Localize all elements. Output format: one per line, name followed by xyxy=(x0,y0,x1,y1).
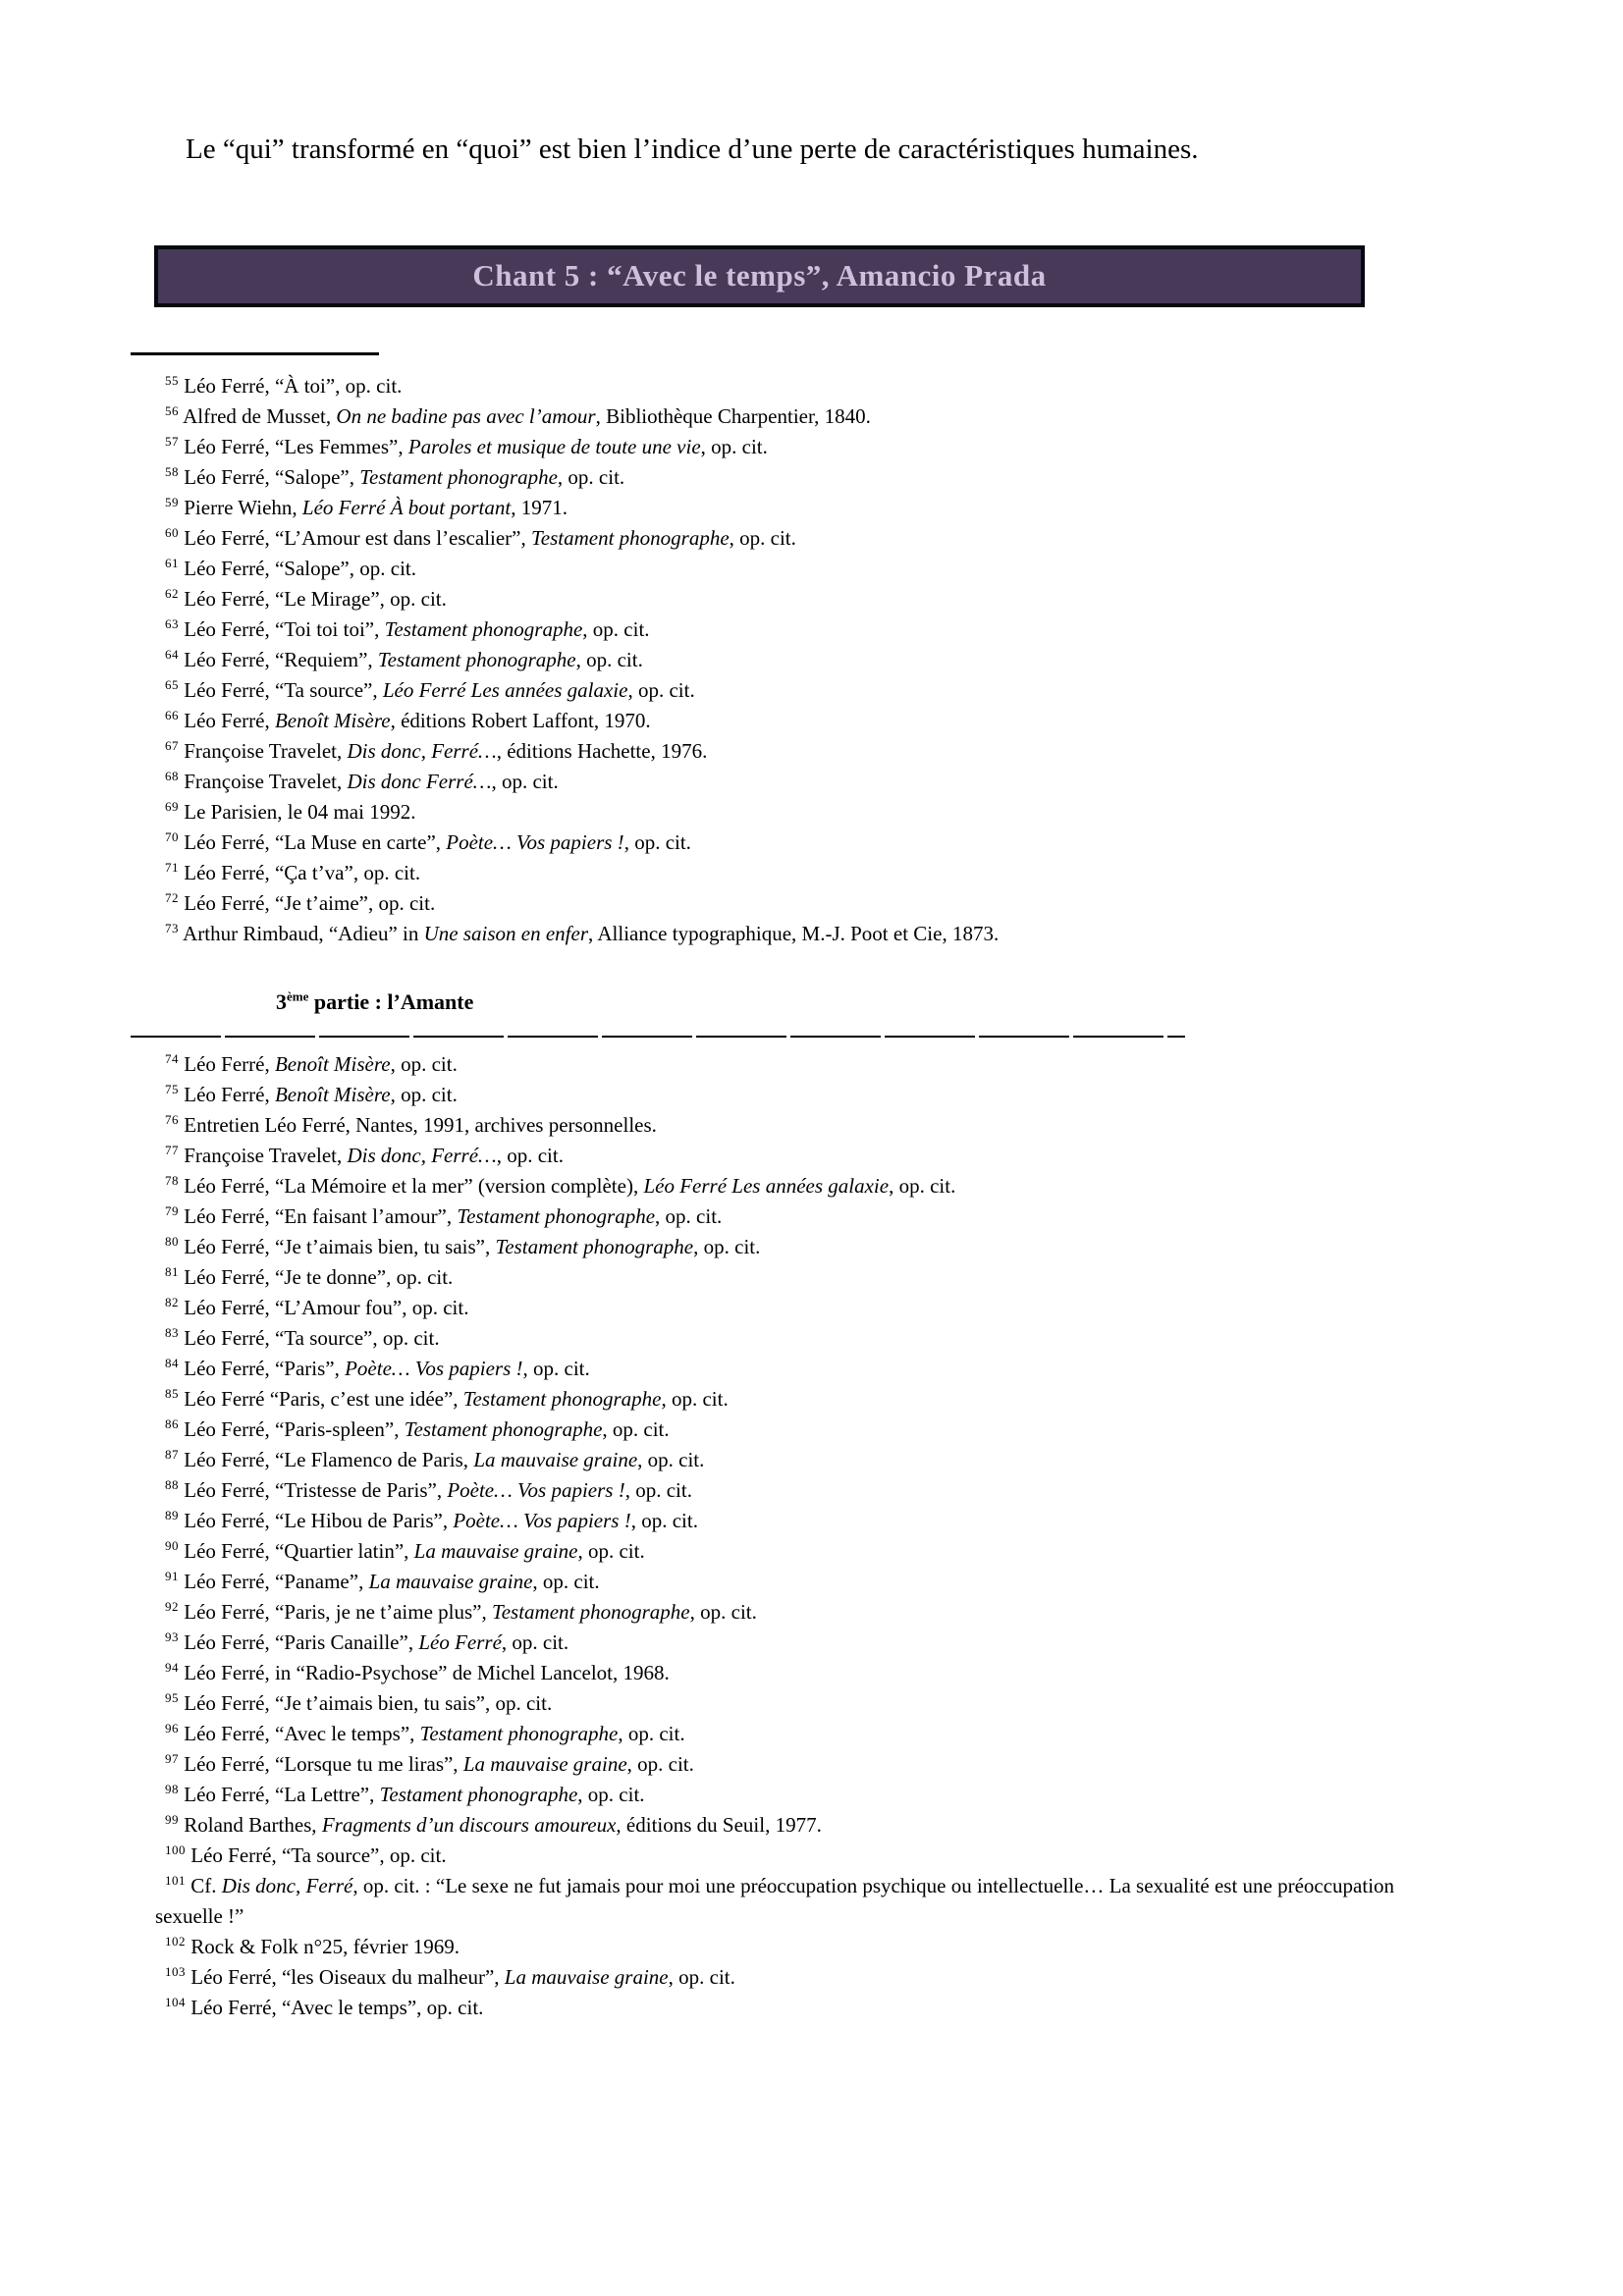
footnote-text: Léo Ferré, “les Oiseaux du malheur”, xyxy=(190,1965,505,1989)
footnote-text: Alfred de Musset, xyxy=(183,404,337,428)
footnote-text: , op. cit. xyxy=(501,1630,569,1654)
footnote-number: 60 xyxy=(165,525,179,540)
footnote-text: Léo Ferré, “L’Amour est dans l’escalier”, xyxy=(184,526,531,550)
footnote-work-title: Dis donc, Ferré xyxy=(221,1874,353,1897)
footnote-text: , Bibliothèque Charpentier, 1840. xyxy=(595,404,871,428)
footnote-text: , op. cit. xyxy=(627,678,695,702)
footnote-item xyxy=(155,1719,1446,1749)
footnote-text: Entretien Léo Ferré, Nantes, 1991, archives personnelles. xyxy=(184,1113,657,1137)
footnote-text: Léo Ferré, “Le Hibou de Paris”, xyxy=(184,1509,454,1532)
footnote-item xyxy=(155,1628,1446,1658)
footnote-text: Léo Ferré, “La Mémoire et la mer” (version complète), xyxy=(184,1174,644,1198)
footnote-number: 59 xyxy=(165,495,179,509)
footnote-item xyxy=(155,797,1446,828)
footnote-text: Françoise Travelet, xyxy=(184,770,348,793)
footnote-number: 98 xyxy=(165,1782,179,1796)
footnote-text: Roland Barthes, xyxy=(184,1813,322,1837)
footnote-number: 65 xyxy=(165,677,179,692)
section-heading-number: 3 xyxy=(276,989,287,1014)
footnote-work-title: Benoît Misère xyxy=(274,1052,391,1076)
footnote-item xyxy=(155,1415,1446,1445)
footnote-number: 101 xyxy=(165,1873,186,1888)
footnote-item xyxy=(155,371,1446,401)
footnote-item xyxy=(155,675,1446,706)
footnote-work-title: Testament phonographe xyxy=(491,1600,690,1624)
footnotes-list-1 xyxy=(0,371,1623,949)
footnote-work-title: Dis donc, Ferré… xyxy=(347,1144,497,1167)
footnote-number: 72 xyxy=(165,890,179,905)
footnote-item xyxy=(155,888,1446,919)
footnote-work-title: Léo Ferré Les années galaxie xyxy=(382,678,628,702)
footnote-item xyxy=(155,554,1446,584)
footnote-text: , op. cit. xyxy=(661,1387,729,1411)
footnote-text: Léo Ferré, “Quartier latin”, xyxy=(184,1539,414,1563)
footnote-text: , op. cit. xyxy=(532,1570,600,1593)
footnote-work-title: Poète… Vos papiers ! xyxy=(453,1509,631,1532)
footnote-item xyxy=(155,1232,1446,1262)
footnote-item xyxy=(155,1201,1446,1232)
footnote-text: , op. cit. xyxy=(522,1357,590,1380)
footnote-text: , op. cit. xyxy=(700,435,768,458)
footnote-text: Léo Ferré “Paris, c’est une idée”, xyxy=(184,1387,463,1411)
footnote-work-title: Poète… Vos papiers ! xyxy=(446,830,624,854)
footnote-work-title: Testament phonographe xyxy=(384,617,583,641)
footnote-item xyxy=(155,1323,1446,1354)
footnote-number: 91 xyxy=(165,1569,179,1583)
section-heading-text: partie : l’Amante xyxy=(308,989,474,1014)
footnote-work-title: Paroles et musique de toute une vie xyxy=(407,435,701,458)
footnote-text: Léo Ferré, “Salope”, op. cit. xyxy=(184,557,416,580)
footnote-work-title: Léo Ferré xyxy=(418,1630,502,1654)
footnote-number: 81 xyxy=(165,1264,179,1279)
footnote-work-title: Fragments d’un discours amoureux xyxy=(321,1813,617,1837)
footnote-work-title: Léo Ferré À bout portant xyxy=(301,496,512,519)
footnote-work-title: La mauvaise graine xyxy=(368,1570,533,1593)
footnote-text: Léo Ferré, “Paris, je ne t’aime plus”, xyxy=(184,1600,492,1624)
footnote-number: 66 xyxy=(165,708,179,722)
footnote-text: Léo Ferré, “En faisant l’amour”, xyxy=(184,1204,458,1228)
footnote-item xyxy=(155,1354,1446,1384)
footnote-text: Rock & Folk n°25, février 1969. xyxy=(190,1935,460,1958)
footnote-text: , 1971. xyxy=(511,496,568,519)
footnote-item xyxy=(155,736,1446,767)
footnote-item xyxy=(155,1110,1446,1141)
footnote-text: , op. cit. xyxy=(496,1144,564,1167)
footnote-text: , op. cit. xyxy=(626,1752,694,1776)
footnote-number: 64 xyxy=(165,647,179,662)
footnote-work-title: Testament phonographe xyxy=(495,1235,694,1258)
footnote-item xyxy=(155,1171,1446,1201)
footnote-item xyxy=(155,645,1446,675)
footnote-text: Léo Ferré, xyxy=(184,1052,275,1076)
footnote-number: 90 xyxy=(165,1538,179,1553)
footnote-number: 70 xyxy=(165,829,179,844)
footnote-item xyxy=(155,493,1446,523)
footnote-text: Léo Ferré, “Ta source”, op. cit. xyxy=(190,1843,447,1867)
footnote-text: Léo Ferré, “Avec le temps”, xyxy=(184,1722,420,1745)
footnote-work-title: La mauvaise graine xyxy=(473,1448,638,1471)
footnote-text: Léo Ferré, “La Muse en carte”, xyxy=(184,830,447,854)
footnote-item xyxy=(155,1749,1446,1780)
footnote-text: , op. cit. xyxy=(582,617,650,641)
footnote-number: 77 xyxy=(165,1143,179,1157)
footnote-item xyxy=(155,858,1446,888)
footnote-number: 67 xyxy=(165,738,179,753)
footnote-work-title: Testament phonographe xyxy=(379,1783,578,1806)
footnote-text: , op. cit. xyxy=(693,1235,761,1258)
footnote-text: Léo Ferré, “La Lettre”, xyxy=(184,1783,380,1806)
footnote-text: Léo Ferré, “Paris Canaille”, xyxy=(184,1630,419,1654)
footnote-item xyxy=(155,1475,1446,1506)
footnote-item xyxy=(155,1049,1446,1080)
footnote-text: Arthur Rimbaud, “Adieu” in xyxy=(183,922,424,945)
footnote-number: 61 xyxy=(165,556,179,570)
footnote-text: , Alliance typographique, M.-J. Poot et Cie, 1873. xyxy=(588,922,1000,945)
footnote-text: Léo Ferré, “Le Mirage”, op. cit. xyxy=(184,587,447,611)
footnote-number: 76 xyxy=(165,1112,179,1127)
footnote-item xyxy=(155,706,1446,736)
footnote-work-title: La mauvaise graine xyxy=(462,1752,627,1776)
footnote-number: 57 xyxy=(165,434,179,449)
footnote-text: Léo Ferré, “Paname”, xyxy=(184,1570,369,1593)
footnote-text: , op. cit. xyxy=(575,648,643,671)
footnote-item xyxy=(155,767,1446,797)
footnote-item xyxy=(155,1262,1446,1293)
footnote-text: , éditions Robert Laffont, 1970. xyxy=(390,709,651,732)
footnote-item xyxy=(155,1536,1446,1567)
footnote-work-title: La mauvaise graine xyxy=(504,1965,669,1989)
footnote-text: Françoise Travelet, xyxy=(184,739,348,763)
section-heading-superscript: ème xyxy=(287,988,309,1004)
footnote-number: 86 xyxy=(165,1416,179,1431)
footnote-work-title: Dis donc, Ferré… xyxy=(347,739,497,763)
footnote-number: 58 xyxy=(165,464,179,479)
footnote-text: Léo Ferré, “Tristesse de Paris”, xyxy=(184,1478,448,1502)
footnote-work-title: Poète… Vos papiers ! xyxy=(345,1357,523,1380)
footnote-item xyxy=(155,1780,1446,1810)
footnote-item xyxy=(155,1384,1446,1415)
footnote-work-title: On ne badine pas avec l’amour xyxy=(336,404,596,428)
footnote-text: Léo Ferré, “Les Femmes”, xyxy=(184,435,408,458)
footnote-number: 83 xyxy=(165,1325,179,1340)
footnote-number: 75 xyxy=(165,1082,179,1096)
footnote-item xyxy=(155,523,1446,554)
footnote-number: 74 xyxy=(165,1051,179,1066)
footnote-text: Léo Ferré, “Salope”, xyxy=(184,465,360,489)
footnote-item xyxy=(155,1293,1446,1323)
footnote-text: , éditions Hachette, 1976. xyxy=(496,739,708,763)
footnote-number: 62 xyxy=(165,586,179,601)
footnote-work-title: Dis donc Ferré… xyxy=(347,770,492,793)
footnote-text: Léo Ferré, “Avec le temps”, op. cit. xyxy=(190,1996,484,2019)
footnote-number: 68 xyxy=(165,769,179,783)
footnote-text: , op. cit. xyxy=(668,1965,735,1989)
footnote-item xyxy=(155,828,1446,858)
footnote-number: 104 xyxy=(165,1995,186,2009)
footnote-text: , éditions du Seuil, 1977. xyxy=(616,1813,822,1837)
footnote-text: Léo Ferré, “Je t’aimais bien, tu sais”, xyxy=(184,1235,496,1258)
footnote-number: 84 xyxy=(165,1356,179,1370)
footnote-item xyxy=(155,584,1446,614)
footnote-item xyxy=(155,614,1446,645)
footnote-number: 93 xyxy=(165,1629,179,1644)
footnote-item xyxy=(155,1993,1446,2023)
footnote-text: Léo Ferré, in “Radio-Psychose” de Michel Lancelot, 1968. xyxy=(184,1661,670,1684)
footnote-work-title: Testament phonographe xyxy=(404,1417,603,1441)
footnote-text: Léo Ferré, xyxy=(184,1083,275,1106)
footnote-text: Léo Ferré, “Je t’aimais bien, tu sais”, op. cit. xyxy=(184,1691,553,1715)
footnote-work-title: Testament phonographe xyxy=(457,1204,656,1228)
footnote-text: , op. cit. xyxy=(577,1539,645,1563)
footnote-text: , op. cit. xyxy=(557,465,625,489)
footnote-number: 63 xyxy=(165,616,179,631)
footnote-number: 87 xyxy=(165,1447,179,1462)
chapter-banner xyxy=(154,245,1365,307)
footnote-work-title: Poète… Vos papiers ! xyxy=(447,1478,625,1502)
footnote-text: Léo Ferré, “Ça t’va”, op. cit. xyxy=(184,861,421,884)
footnote-item xyxy=(155,1841,1446,1871)
section-heading xyxy=(276,988,1623,1016)
footnote-item xyxy=(155,919,1446,949)
footnote-text: , op. cit. xyxy=(630,1509,698,1532)
footnote-item xyxy=(155,1080,1446,1110)
footnote-text: Léo Ferré, “Je te donne”, op. cit. xyxy=(184,1265,454,1289)
footnote-continuation-separator-line xyxy=(131,1036,1185,1038)
footnote-item xyxy=(155,401,1446,432)
footnote-text: Léo Ferré, “Paris-spleen”, xyxy=(184,1417,405,1441)
footnote-number: 100 xyxy=(165,1842,186,1857)
footnote-text: , op. cit. xyxy=(623,830,691,854)
footnote-text: Léo Ferré, “L’Amour fou”, op. cit. xyxy=(184,1296,469,1319)
footnote-work-title: Benoît Misère xyxy=(274,1083,391,1106)
footnote-text: , op. cit. : “Le sexe ne fut jamais pour moi une préoccupation psychique ou intellectuelle… La sexualité est une préoccupation sexuelle !” xyxy=(155,1874,1395,1928)
footnote-number: 71 xyxy=(165,860,179,875)
footnote-text: Cf. xyxy=(190,1874,222,1897)
footnote-text: Léo Ferré, “À toi”, op. cit. xyxy=(184,374,403,398)
footnote-item xyxy=(155,1871,1446,1932)
footnote-text: Le Parisien, le 04 mai 1992. xyxy=(184,800,416,824)
footnote-text: Léo Ferré, “Le Flamenco de Paris, xyxy=(184,1448,474,1471)
footnote-work-title: Testament phonographe xyxy=(377,648,576,671)
footnote-item xyxy=(155,1810,1446,1841)
footnote-text: Léo Ferré, “Toi toi toi”, xyxy=(184,617,385,641)
footnote-number: 92 xyxy=(165,1599,179,1614)
footnote-text: Léo Ferré, “Lorsque tu me liras”, xyxy=(184,1752,463,1776)
footnote-number: 82 xyxy=(165,1295,179,1309)
footnote-number: 56 xyxy=(165,403,179,418)
footnote-text: Léo Ferré, “Paris”, xyxy=(184,1357,346,1380)
chapter-banner-title: Chant 5 : “Avec le temps”, Amancio Prada xyxy=(472,258,1047,293)
footnote-number: 73 xyxy=(165,921,179,935)
footnote-text: Léo Ferré, “Je t’aime”, op. cit. xyxy=(184,891,436,915)
footnote-text: Léo Ferré, “Ta source”, op. cit. xyxy=(184,1326,440,1350)
footnote-work-title: Testament phonographe xyxy=(531,526,730,550)
footnote-number: 80 xyxy=(165,1234,179,1249)
footnote-number: 95 xyxy=(165,1690,179,1705)
footnote-text: Pierre Wiehn, xyxy=(184,496,302,519)
footnote-text: Léo Ferré, xyxy=(184,709,275,732)
footnote-work-title: Benoît Misère xyxy=(274,709,391,732)
footnote-text: , op. cit. xyxy=(637,1448,705,1471)
footnote-text: , op. cit. xyxy=(729,526,796,550)
footnote-text: Léo Ferré, “Ta source”, xyxy=(184,678,383,702)
footnote-work-title: Une saison en enfer xyxy=(423,922,589,945)
footnote-text: , op. cit. xyxy=(689,1600,757,1624)
footnote-work-title: La mauvaise graine xyxy=(413,1539,578,1563)
footnote-text: , op. cit. xyxy=(889,1174,956,1198)
footnote-text: , op. cit. xyxy=(655,1204,723,1228)
footnote-number: 96 xyxy=(165,1721,179,1735)
footnote-number: 97 xyxy=(165,1751,179,1766)
footnote-number: 89 xyxy=(165,1508,179,1522)
footnote-number: 55 xyxy=(165,373,179,388)
footnote-number: 69 xyxy=(165,799,179,814)
footnote-item xyxy=(155,1141,1446,1171)
footnote-number: 102 xyxy=(165,1934,186,1949)
footnote-number: 88 xyxy=(165,1477,179,1492)
footnote-work-title: Testament phonographe xyxy=(462,1387,662,1411)
footnote-text: Françoise Travelet, xyxy=(184,1144,348,1167)
footnote-number: 78 xyxy=(165,1173,179,1188)
footnote-text: , op. cit. xyxy=(390,1052,458,1076)
footnote-number: 99 xyxy=(165,1812,179,1827)
footnote-text: , op. cit. xyxy=(577,1783,645,1806)
footnote-number: 85 xyxy=(165,1386,179,1401)
footnote-number: 103 xyxy=(165,1964,186,1979)
footnote-text: Léo Ferré, “Requiem”, xyxy=(184,648,378,671)
intro-paragraph: Le “qui” transformé en “quoi” est bien l’indice d’une perte de caractéristiques humaines. xyxy=(186,133,1199,165)
footnote-work-title: Testament phonographe xyxy=(419,1722,619,1745)
footnote-item xyxy=(155,462,1446,493)
footnote-item xyxy=(155,1567,1446,1597)
footnote-work-title: Testament phonographe xyxy=(359,465,558,489)
footnotes-list-2 xyxy=(0,1049,1623,2023)
footnote-item xyxy=(155,1597,1446,1628)
footnote-number: 79 xyxy=(165,1203,179,1218)
footnote-item xyxy=(155,1688,1446,1719)
footnote-item xyxy=(155,1506,1446,1536)
footnote-text: , op. cit. xyxy=(618,1722,685,1745)
footnote-item xyxy=(155,432,1446,462)
footnote-item xyxy=(155,1658,1446,1688)
footnote-work-title: Léo Ferré Les années galaxie xyxy=(643,1174,890,1198)
footnote-separator-line xyxy=(131,352,379,355)
footnote-text: , op. cit. xyxy=(491,770,559,793)
footnote-item xyxy=(155,1445,1446,1475)
footnote-text: , op. cit. xyxy=(390,1083,458,1106)
footnote-text: , op. cit. xyxy=(602,1417,670,1441)
footnote-item xyxy=(155,1932,1446,1962)
footnote-number: 94 xyxy=(165,1660,179,1675)
footnote-text: , op. cit. xyxy=(624,1478,692,1502)
footnote-item xyxy=(155,1962,1446,1993)
